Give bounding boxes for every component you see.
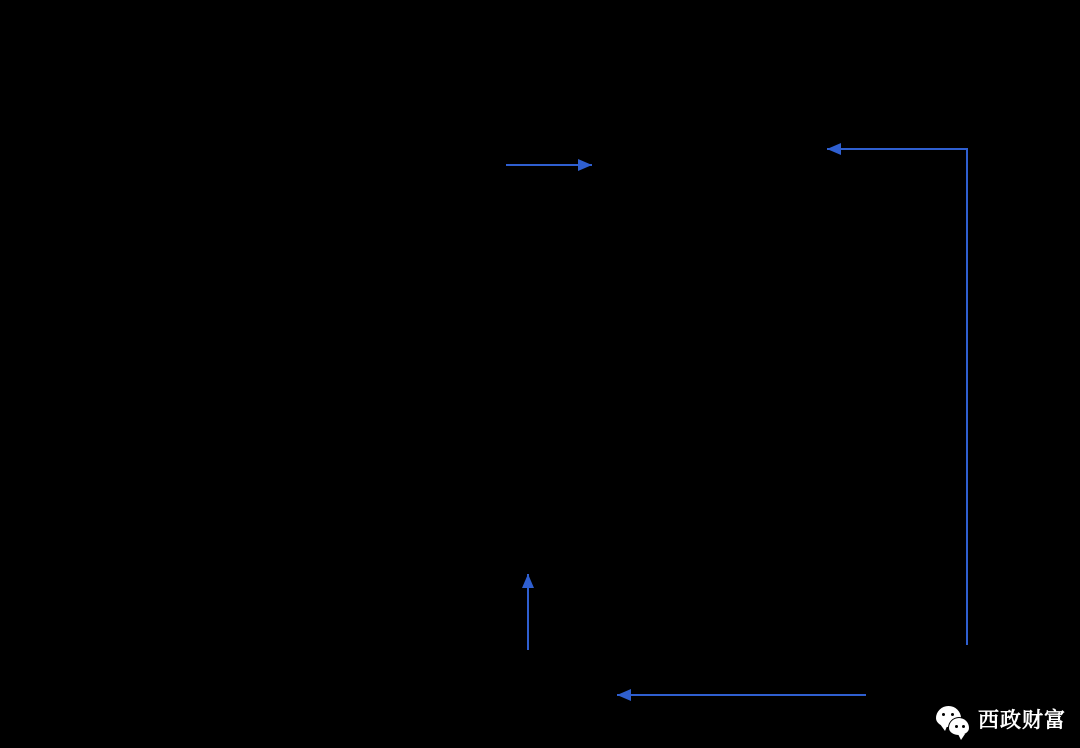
watermark-label: 西政财富	[978, 708, 1066, 732]
wechat-watermark	[936, 700, 1066, 740]
arrow-top-right-elbow	[827, 149, 967, 645]
wechat-icon	[936, 703, 970, 737]
